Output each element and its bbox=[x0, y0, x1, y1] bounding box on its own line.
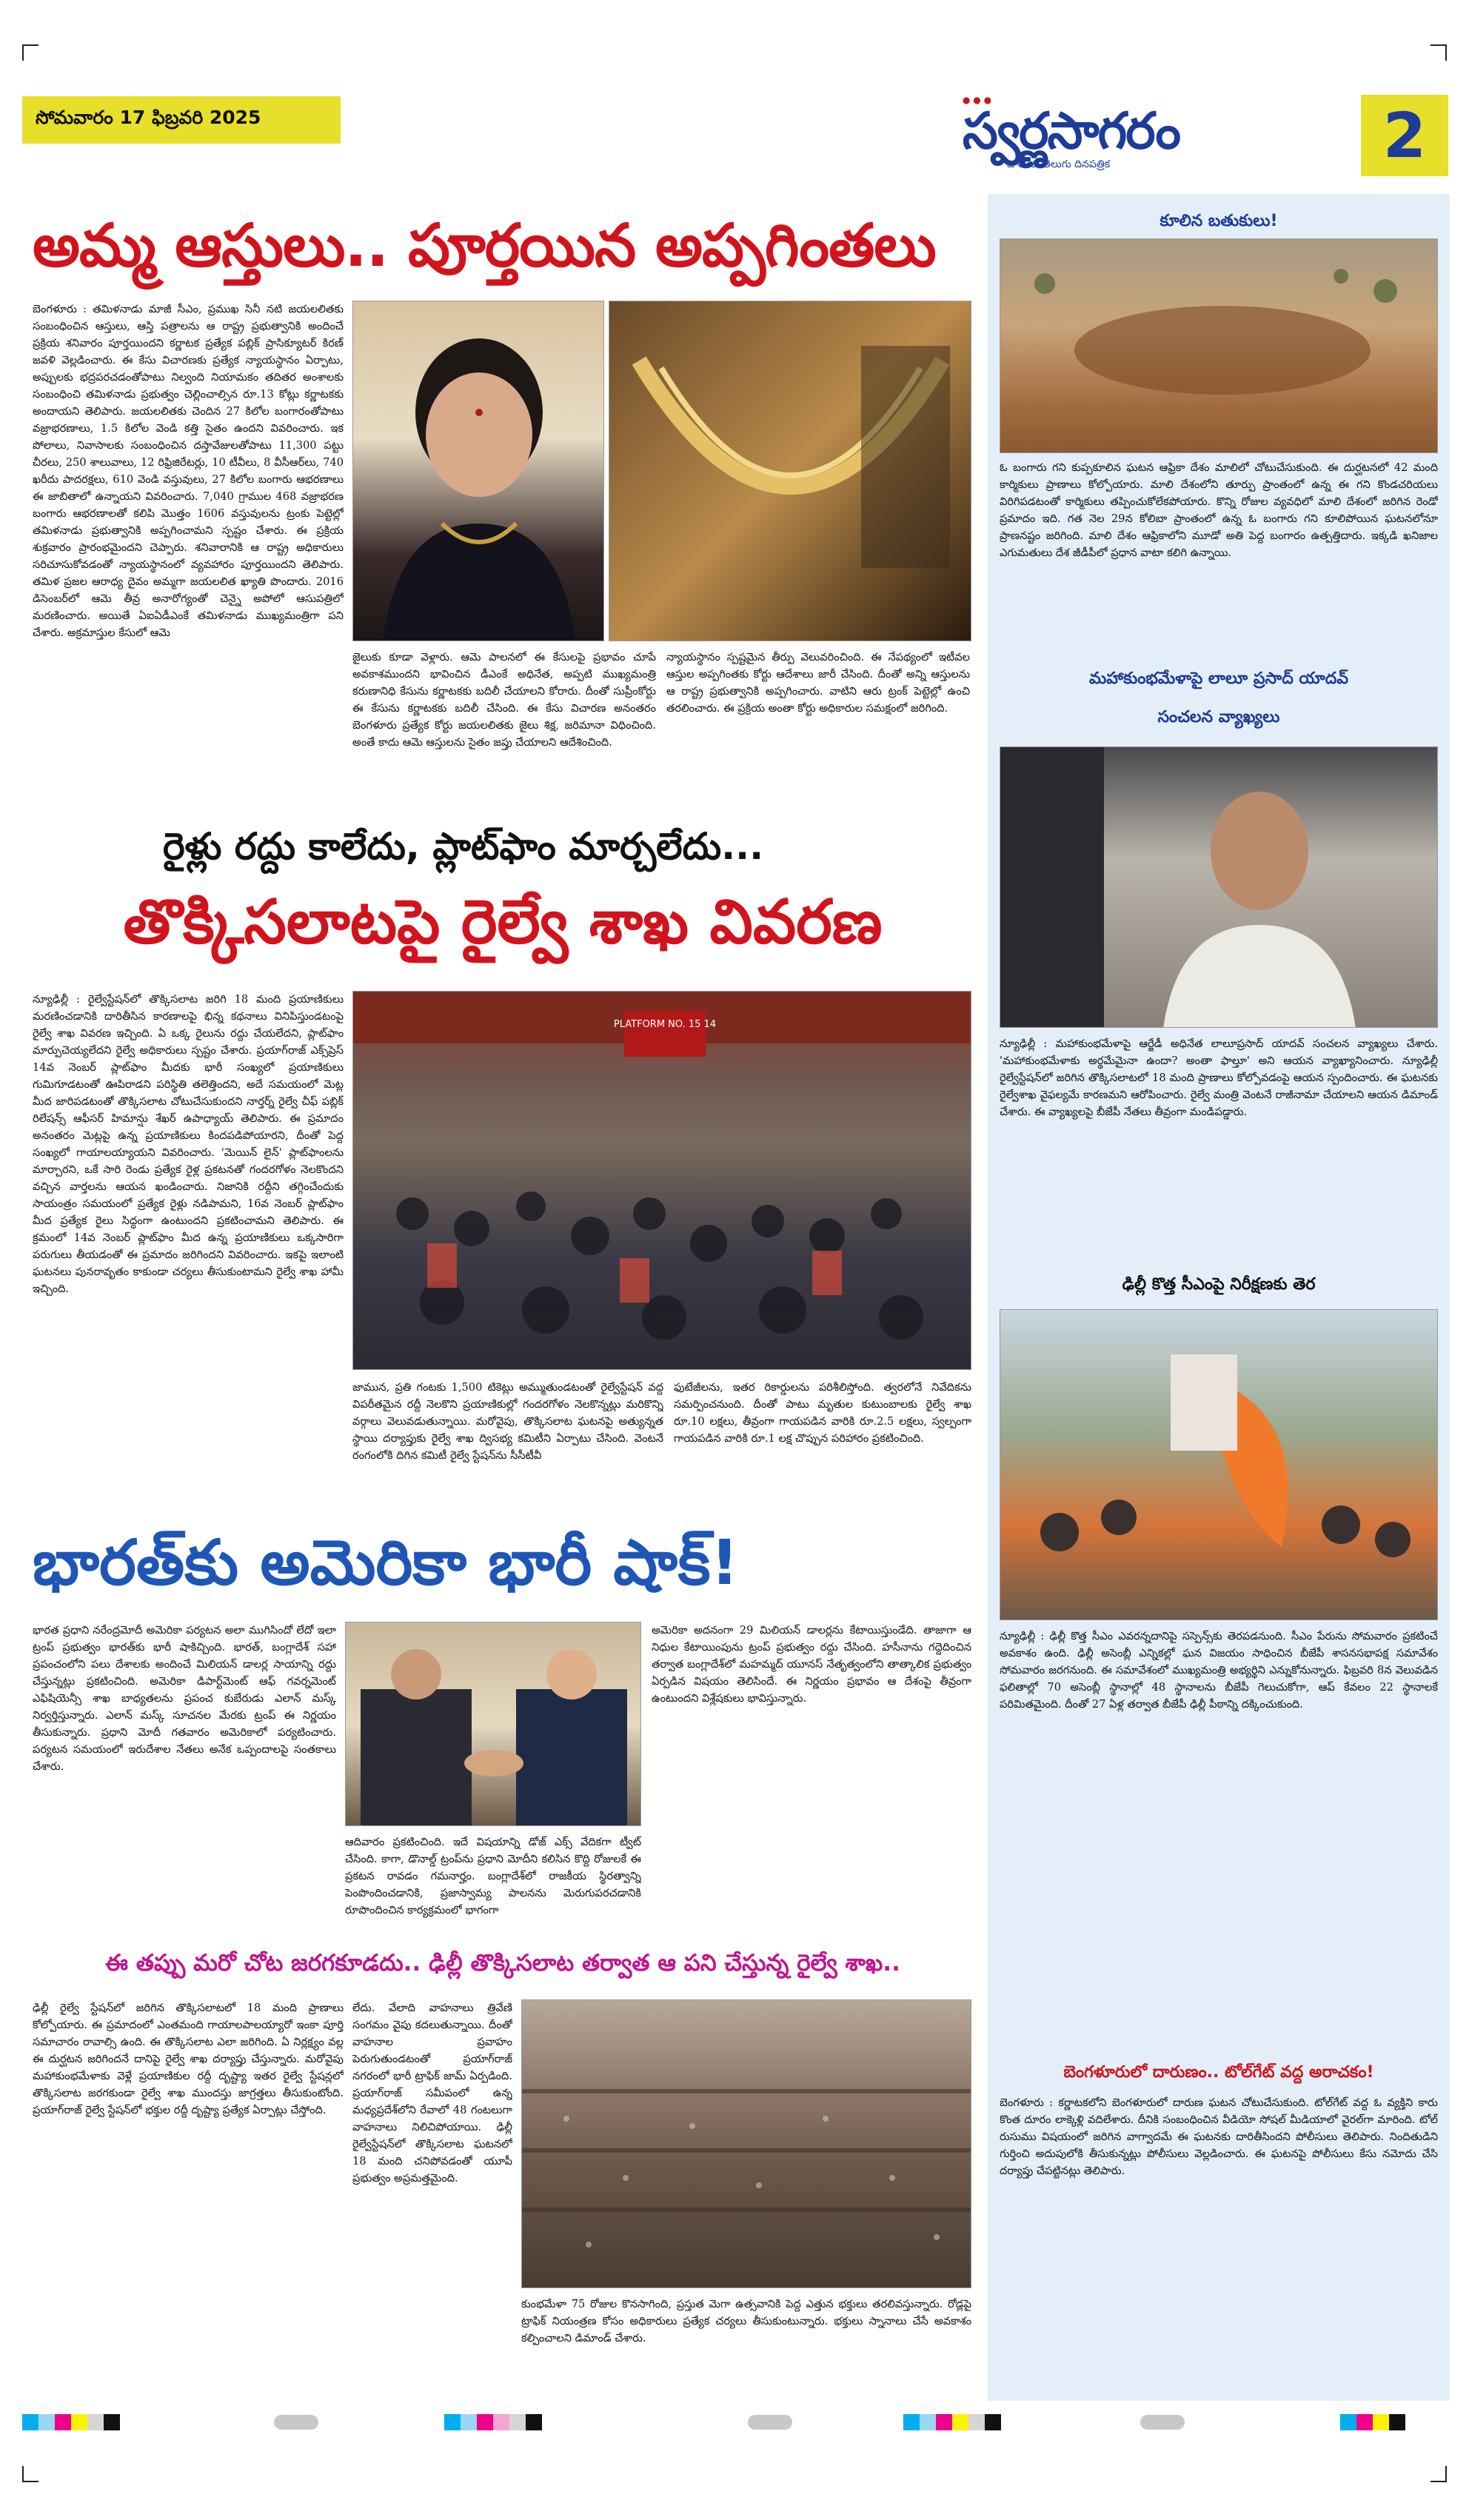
story2-headline: తొక్కిసలాటపై రైల్వే శాఖ వివరణ bbox=[123, 887, 883, 957]
mine-illustration bbox=[1000, 239, 1438, 453]
registration-pill bbox=[1140, 2415, 1185, 2430]
masthead-logo-mark: ● ● ● bbox=[963, 95, 992, 105]
platform-sign-text: PLATFORM NO. 15 14 bbox=[613, 1019, 717, 1030]
sidebar-item4-heading: బెంగళూరులో దారుణం.. టోల్‌గేట్ వద్ద అరాచకం! bbox=[1063, 2063, 1374, 2082]
crop-mark bbox=[1430, 44, 1447, 61]
registration-pill bbox=[274, 2415, 318, 2430]
registration-bar bbox=[22, 2414, 120, 2430]
story1-photo-jewellery bbox=[609, 301, 971, 641]
crop-mark bbox=[22, 44, 39, 61]
sidebar-item3-photo bbox=[1000, 1309, 1438, 1620]
kumbh-crowd-illustration bbox=[522, 2000, 971, 2288]
page-number: 2 bbox=[1361, 95, 1448, 176]
sidebar-item2-heading-1: మహాకుంభమేళాపై లాలూ ప్రసాద్ యాదవ్ bbox=[1089, 669, 1348, 688]
story4-photo-crowd bbox=[521, 1999, 971, 2288]
sidebar-item3-body: న్యూఢిల్లీ : ఢిల్లీ కొత్త సీఎం ఎవరన్నదానిపై సస్పెన్స్‌కు తెరపడనుంది. సీఎం పేరును సోమవారం ప్రకటించే అవకాశం ఉంది. ఢిల్లీ అసెంబ్లీ ఎన్నికల్లో ఘన విజయం సాధించిన బీజేపీ శాసనసభాపక్ష సమావేశం సోమవారం జరగనుంది. ఈ సమావేశంలో ముఖ్యమంత్రి అభ్యర్థిని ఎన్నుకోనున్నారు. ఫిబ్రవరి 8న వెలువడిన ఫలితాల్లో 70 అసెంబ్లీ స్థానాల్లో 48 స్థానాలను బీజేపీ గెలుచుకోగా, ఆప్ కేవలం 22 స్థానాలకే పరిమితమైంది. దీంతో 27 ఏళ్ల తర్వాత బీజేపీ ఢిల్లీ పీఠాన్ని దక్కించుకుంది. bbox=[1000, 1630, 1438, 1711]
story4-body-col3: కుంభమేళా 75 రోజుల కొనసాగింది, ప్రస్తుత మెగా ఉత్సవానికి పెద్ద ఎత్తున భక్తులు తరలివస్తున్నారు. రోడ్లపై ట్రాఫిక్ నియంత్రణ కోసం అధికారులు ప్రత్యేక చర్యలు తీసుకుంటున్నారు. భక్తులు స్నానాలు చేసే అవకాశం కల్పించాలని డిమాండ్ చేశారు. bbox=[521, 2298, 971, 2344]
sidebar-item2-photo bbox=[1000, 746, 1438, 1028]
story1-photo-portrait bbox=[352, 301, 604, 641]
story1-body-col1: బెంగళూరు : తమిళనాడు మాజీ సీఎం, ప్రముఖ సినీ నటి జయలలితకు సంబంధించిన ఆస్తులు, ఆస్తి పత్రాలను ఆ రాష్ట్ర ప్రభుత్వానికి అందించే ప్రక్రియ శనివారం పూర్తయిందని కర్ణాటక ప్రత్యేక పబ్లిక్ ప్రాసిక్యూటర్ కిరణ్ జవళి వెల్లడించారు. ఈ కేసు విచారణకు ప్రత్యేక న్యాయస్థానం ఏర్పాటు, అప్పులకు భద్రపరచడంతోపాటు నిల్వంది నియామకం తదితర అంశాలకు సంబంధించి తమిళనాడు ప్రభుత్వం చెల్లించాల్సిన రూ.13 కోట్లు కర్ణాటకకు అందాయని తెలిపారు. జయలలితకు చెందిన 27 కిలోల బంగారంతోపాటు వజ్రాభరణాలు, 1.5 కిలోల వెండి కత్తి సైతం ఉందని వివరించారు. ఇక పోలాలు, నివాసాలకు సంబంధించిన దస్తావేజులతోపాటు 11,300 పట్టు చీరలు, 250 శాలువాలు, 12 రిఫ్రిజిరేటర్లు, 10 టీవీలు, 8 వీసీఆర్‌లు, 740 ఖరీదు పాదరక్షలు, 610 వెండి వస్తువులు, 27 కిలోల బంగారు ఆభరణాలు ఈ జాబితాలో ఉన్నాయని వివరించారు. 7,040 గ్రాముల 468 వజ్రాభరణ బంగారు ఆభరణాలతో కలిపి మొత్తం 1606 వస్తువులను ట్రంకు పెట్టెల్లో తమిళనాడు ప్రభుత్వానికి అప్పగించామని స్పష్టం చేశారు. ఈ ప్రక్రియ శుక్రవారం ప్రారంభమైందని చెప్పారు. శనివారానికి ఆ రాష్ట్ర అధికారులు సరిచూసుకోవడంతో న్యాయస్థానంలో వ్యవహారం పూర్తయిందని తెలిపారు. తమిళ ప్రజల ఆరాధ్య దైవం అమ్మగా జయలలిత ఖ్యాతి పొందారు. 2016 డిసెంబర్‌లో ఆమె తీవ్ర అనారోగ్యంతో చెన్నై అపోలో ఆసుపత్రిలో మరణించారు. అయితే ఏఐఏడీఎంకే తమిళనాడు ముఖ్యమంత్రిగా పని చేశారు. అక్రమాస్తుల కేసులో ఆమె bbox=[33, 303, 344, 639]
masthead-tagline: జాతీయ తెలుగు దినపత్రిక bbox=[1007, 158, 1111, 170]
story1-body-col3: న్యాయస్థానం స్పష్టమైన తీర్పు వెలువరించింది. ఈ నేపథ్యంలో ఇటీవల ఆస్తుల అప్పగింతకు కోర్టు ఆదేశాలు జారీ చేసింది. దీంతో అన్ని ఆస్తులను ఆ రాష్ట్ర ప్రభుత్వానికి అప్పగించారు. వాటిని ఆరు ట్రంక్ పెట్టెల్లో ఉంచి తరలించారు. ఈ ప్రక్రియ అంతా కోర్టు అధికారుల సమక్షంలో జరిగింది. bbox=[666, 651, 970, 715]
story4-body-col2: లేదు. వేలాది వాహనాలు త్రివేణి సంగమం వైపు కదలుతున్నాయి. దీంతో వాహనాల ప్రవాహం పెరుగుతుండటంతో ప్రయాగ్‌రాజ్ నగరంలో భారీ ట్రాఫిక్ జామ్ ఏర్పడింది. ప్రయాగ్‌రాజ్ సమీపంలో ఉన్న మధ్యప్రదేశ్‌లోని రేవాలో 48 గంటలుగా వాహనాలు నిలిచిపోయాయి. ఢిల్లీ రైల్వేస్టేషన్‌లో తొక్కిసలాట ఘటనలో 18 మంది చనిపోవడంతో యూపీ ప్రభుత్వం అప్రమత్తమైంది. bbox=[352, 2002, 512, 2185]
story4-body-col1: ఢిల్లీ రైల్వే స్టేషన్‌లో జరిగిన తొక్కిసలాటలో 18 మంది ప్రాణాలు కోల్పోయారు. ఈ ప్రమాదంలో ఎంతమంది గాయాలపాలయ్యారో ఇంకా పూర్తి సమాచారం రావాల్సి ఉంది. ఈ తొక్కిసలాట ఎలా జరిగింది. ఏ నిర్లక్ష్యం వల్ల ఈ దుర్ఘటన జరిగిందనే దానిపై రైల్వే శాఖ దర్యాప్తు చేస్తున్నారు. మరోవైపు మహాకుంభమేళాకు వెళ్లే ప్రయాణికుల రద్దీ దృష్ట్యా ఇతర రైల్వే స్టేషన్లలో తొక్కిసలాట జరగకుండా రైల్వే శాఖ ముందస్తు జాగ్రత్తలు తీసుకుంటోంది. ప్రయాగ్‌రాజ్ రైల్వే స్టేషన్‌లో భక్తుల రద్దీ దృష్ట్యా ప్రత్యేక ఏర్పాట్లు చేస్తోంది. bbox=[33, 2002, 344, 2116]
story3-body-col2: ఆదివారం ప్రకటించింది. ఇదే విషయాన్ని డోజ్ ఎక్స్ వేదికగా ట్వీట్ చేసింది. కాగా, డొనాల్డ్ ట్రంప్‌ను ప్రధాని మోదీని కలిసిన కొద్ది రోజులకే ఈ ప్రకటన రావడం గమనార్హం. బంగ్లాదేశ్‌లో రాజకీయ స్థిరత్వాన్ని పెంపొందించడానికి, ప్రజాస్వామ్య పాలనను మెరుగుపరచడానికి రూపొందించిన కార్యక్రమంలో భాగంగా bbox=[345, 1836, 641, 1916]
sidebar-item3-heading: ఢిల్లీ కొత్త సీఎంపై నిరీక్షణకు తెర bbox=[1122, 1275, 1316, 1294]
celebration-illustration bbox=[1000, 1310, 1438, 1620]
jewellery-illustration bbox=[609, 301, 971, 641]
crowd-illustration bbox=[353, 992, 971, 1370]
politician-illustration bbox=[1000, 747, 1438, 1028]
registration-bar bbox=[444, 2414, 542, 2430]
portrait-illustration bbox=[353, 301, 604, 641]
story3-headline: భారత్‌కు అమెరికా భారీ షాక్! bbox=[33, 1526, 739, 1599]
story2-photo-crowd bbox=[352, 991, 971, 1370]
masthead-title: స్వర్ణసాగరం bbox=[963, 102, 1180, 161]
registration-pill bbox=[748, 2415, 792, 2430]
story4-headline: ఈ తప్పు మరో చోట జరగకూడదు.. ఢిల్లీ తొక్కిసలాట తర్వాత ఆ పని చేస్తున్న రైల్వే శాఖ.. bbox=[105, 1950, 900, 1976]
crop-mark bbox=[1430, 2466, 1447, 2482]
date-bar: సోమవారం 17 ఫిబ్రవరి 2025 bbox=[22, 96, 341, 144]
registration-bar bbox=[1340, 2414, 1405, 2430]
masthead bbox=[963, 95, 1244, 176]
registration-bar bbox=[903, 2414, 1001, 2430]
story2-body-col2: జామున, ప్రతి గంటకు 1,500 టికెట్లు అమ్ముతుండటంతో రైల్వేస్టేషన్ వద్ద విపరీతమైన రద్దీ నెలకొని ప్రయాణికుల్లో గందరగోళం నెలకొన్నట్లు మరికొన్ని వర్గాలు వెలువడుతున్నాయి. మరోవైపు, తొక్కిసలాట ఘటనపై అత్యున్నత స్థాయి దర్యాప్తుకు రైల్వే శాఖ ద్విసభ్య కమిటీని ఏర్పాటు చేసింది. వెంటనే రంగంలోకి దిగిన కమిటీ రైల్వే స్టేషన్‌ను సీసీటీవీ bbox=[352, 1381, 663, 1462]
story3-body-col3: అమెరికా అదనంగా 29 మిలియన్ డాలర్లను కేటాయిస్తుండేది. తాజాగా ఆ నిధుల కేటాయింపును ట్రంప్ ప్రభుత్వం రద్దు చేసింది. హసీనాను గద్దెదించిన తర్వాత బంగ్లాదేశ్‌లో మహమ్మద్ యూనస్ నేతృత్వంలోని తాత్కాలిక ప్రభుత్వం ఏర్పడిన విషయం తెలిసిందే. ఈ నిర్ణయం ప్రభావం ఆ దేశంపై తీవ్రంగా ఉంటుందని విశ్లేషకులు భావిస్తున్నారు. bbox=[652, 1624, 971, 1705]
sidebar-item2-body: న్యూఢిల్లీ : మహాకుంభమేళాపై ఆర్జేడీ అధినేత లాలూప్రసాద్ యాదవ్ సంచలన వ్యాఖ్యలు చేశారు. 'మహాకుంభమేళాకు అర్థమేమైనా ఉందా? అంతా ఫాల్తూ' అని ఆయన వ్యాఖ్యానించారు. న్యూఢిల్లీ రైల్వేస్టేషన్‌లో జరిగిన తొక్కిసలాటలో 18 మంది ప్రాణాలు కోల్పోవడంపై ఆయన స్పందించారు. ఈ ఘటనకు రైల్వేశాఖ వైఫల్యమే కారణమని ఆరోపించారు. రైల్వే మంత్రి వెంటనే రాజీనామా చేయాలని ఆయన డిమాండ్ చేశారు. ఈ వ్యాఖ్యలపై బీజేపీ నేతలు తీవ్రంగా మండిపడ్డారు. bbox=[1000, 1037, 1438, 1118]
story3-photo-handshake bbox=[345, 1622, 641, 1826]
handshake-illustration bbox=[346, 1622, 641, 1826]
sidebar-item1-body: ఓ బంగారు గని కుప్పకూలిన ఘటన ఆఫ్రికా దేశం మాలిలో చోటుచేసుకుంది. ఈ దుర్ఘటనలో 42 మంది కార్మికులు ప్రాణాలు కోల్పోయారు. మాలి దేశంలోని తూర్పు ప్రాంతంలో ఉన్న ఈ గని కొండచరియలు విరిగిపడటంతో కార్మికులు తప్పించుకోలేకపోయారు. కొన్ని రోజుల వ్యవధిలో మాలి దేశంలో జరిగిన రెండో ప్రమాదం ఇది. గత నెల 29న కోలిబా ప్రాంతంలో ఉన్న ఓ బంగారు గని కూలిపోయిన ఘటనలోనూ ప్రాణనష్టం జరిగింది. మాలి దేశం ఆఫ్రికాలోని మూడో అతి పెద్ద బంగారం ఉత్పత్తిదారు. ఇక్కడి ఖనిజాల ఎగుమతులు దేశ జీడీపీలో ప్రధాన వాటా కలిగి ఉన్నాయి. bbox=[1000, 461, 1438, 559]
story2-body-col3: ఫుటేజీలను, ఇతర రికార్డులను పరిశీలిస్తోంది. త్వరలోనే నివేదికను సమర్పించనుంది. దీంతో పాటు మృతుల కుటుంబాలకు రైల్వే శాఖ రూ.10 లక్షలు, తీవ్రంగా గాయపడిన వారికి రూ.2.5 లక్షలు, స్వల్పంగా గాయపడిన వారికి రూ.1 లక్ష చొప్పున పరిహారం ప్రకటించింది. bbox=[674, 1381, 971, 1445]
sidebar-item1-heading: కూలిన బతుకులు! bbox=[1160, 212, 1278, 230]
sidebar-item4-body: బెంగళూరు : కర్ణాటకలోని బెంగళూరులో దారుణ ఘటన చోటుచేసుకుంది. టోల్‌గేట్ వద్ద ఓ వ్యక్తిని కారు కొంత దూరం లాక్కెళ్లి వదిలేశారు. దీనికి సంబంధించిన వీడియో సోషల్ మీడియాలో వైరల్‌గా మారింది. టోల్ రుసుము విషయంలో జరిగిన వాగ్వాదమే ఈ ఘటనకు దారితీసిందని పోలీసులు తెలిపారు. నిందితుడిని గుర్తించి అదుపులోకి తీసుకున్నట్లు పోలీసులు వెల్లడించారు. ఈ ఘటనపై పోలీసులు కేసు నమోదు చేసి దర్యాప్తు చేపట్టినట్లు తెలిపారు. bbox=[1000, 2096, 1438, 2177]
sidebar-item1-photo bbox=[1000, 238, 1438, 453]
story3-body-col1: భారత ప్రధాని నరేంద్రమోదీ అమెరికా పర్యటన అలా ముగిసిందో లేదో ఇలా ట్రంప్ ప్రభుత్వం భారత్‌కు భారీ షాకిచ్చింది. భారత్, బంగ్లాదేశ్ సహా ప్రపంచంలోని పలు దేశాలకు అందించే మిలియన్ డాలర్ల సాయాన్ని రద్దు చేస్తున్నట్లు ప్రకటించింది. అమెరికా డిపార్ట్‌మెంట్ ఆఫ్ గవర్నమెంట్ ఎఫిషియెన్సీ శాఖ బాధ్యతలను ప్రపంచ కుబేరుడు ఎలాన్ మస్క్ నిర్వర్తిస్తున్నారు. ఎలాన్ మస్క్ సూచనల మేరకు ట్రంప్ ఈ నిర్ణయం తీసుకున్నారు. ప్రధాని మోదీ గతవారం అమెరికాలో పర్యటించారు. పర్యటన సమయంలో ఇరుదేశాల నేతలు అనేక ఒప్పందాలపై సంతకాలు చేశారు. bbox=[33, 1624, 336, 1773]
story2-kicker: రైళ్లు రద్దు కాలేదు, ప్లాట్‌ఫాం మార్చలేదు... bbox=[163, 825, 764, 868]
story2-body-col1: న్యూఢిల్లీ : రైల్వేస్టేషన్‌లో తొక్కిసలాట జరిగి 18 మంది ప్రయాణికులు మరణించడానికి దారితీసిన కారణాలపై భిన్న కథనాలు వినిపిస్తుండటంపై రైల్వే శాఖ వివరణ ఇచ్చింది. ఏ ఒక్క రైలును రద్దు చేయలేదని, ప్లాట్‌ఫాం మార్పుచెయ్యలేదని రైల్వే అధికారులు స్పష్టం చేశారు. ప్రయాగ్‌రాజ్ ఎక్స్‌ప్రెస్ 14వ నెంబర్ ప్లాట్‌ఫాం మీదకు భారీ సంఖ్యలో ప్రయాణికులు గుమిగూడటంతో ఊపిరాడని పరిస్థితి తలెత్తిందని, అదే సమయంలో మెట్ల మీద జారిపడటంతో తొక్కిసలాట చోటుచేసుకుందని నార్తర్న్ రైల్వే చీఫ్ పబ్లిక్ రిలేషన్స్ ఆఫీసర్ హిమాన్షు శేఖర్ ఉపాధ్యాయ్ తెలిపారు. ఈ ప్రమాదం అనంతరం మెట్లపై ఉన్న ప్రయాణికులు కిందపడిపోయారని, దీంతో పెద్ద సంఖ్యలో గాయాలయ్యాయని వివరించారు. 'మెయిన్ లైన్' ప్లాట్‌ఫాంలను మార్చారని, ఒకే సారి రెండు ప్రత్యేక రైళ్ల ప్రకటనతో గందరగోళం నెలకొందని వచ్చిన వార్తలను ఆయన ఖండించారు. నిజానికి రద్దీని తగ్గించేందుకు సాయంత్రం సమయంలో ప్రత్యేక రైళ్లు నడిపామని, 16వ నెంబర్ ప్లాట్‌ఫాం మీద ప్రత్యేక రైలు సిద్ధంగా ఉంటుందని ప్రకటించామని తెలిపారు. ఈ క్రమంలో 14వ నెంబర్ ప్లాట్‌ఫాం మీద ఉన్న ప్రయాణికులు ఒక్కసారిగా పరుగులు తీయడంతో ఈ ప్రమాదం జరిగిందని వివరించారు. ఇకపై ఇలాంటి ఘటనలు పునరావృతం కాకుండా చర్యలు తీసుకుంటామని రైల్వే శాఖ హామీ ఇచ్చింది. bbox=[33, 993, 344, 1295]
crop-mark bbox=[22, 2466, 39, 2482]
sidebar-item2-heading-2: సంచలన వ్యాఖ్యలు bbox=[1157, 708, 1280, 726]
story1-body-col2: జైలుకు కూడా వెళ్లారు. ఆమె పాలనలో ఈ కేసులపై ప్రభావం చూపే అవకాశముందని భావించిన డీఎంకే అధినేత, అప్పటి ముఖ్యమంత్రి కరుణానిధి కేసును కర్ణాటకకు బదిలీ చేయాలని కోరారు. దీంతో సుప్రీంకోర్టు ఈ కేసును కర్ణాటకకు బదిలీ చేసింది. ఈ కేసు విచారణ అనంతరం బెంగళూరు ప్రత్యేక కోర్టు జయలలితకు జైలు శిక్ష, జరిమానా విధించింది. అంతే కాదు ఆమె ఆస్తులను సైతం జప్తు చేయాలని ఆదేశించింది. bbox=[352, 651, 656, 749]
story1-headline: అమ్మ ఆస్తులు.. పూర్తయిన అప్పగింతలు bbox=[33, 211, 936, 280]
